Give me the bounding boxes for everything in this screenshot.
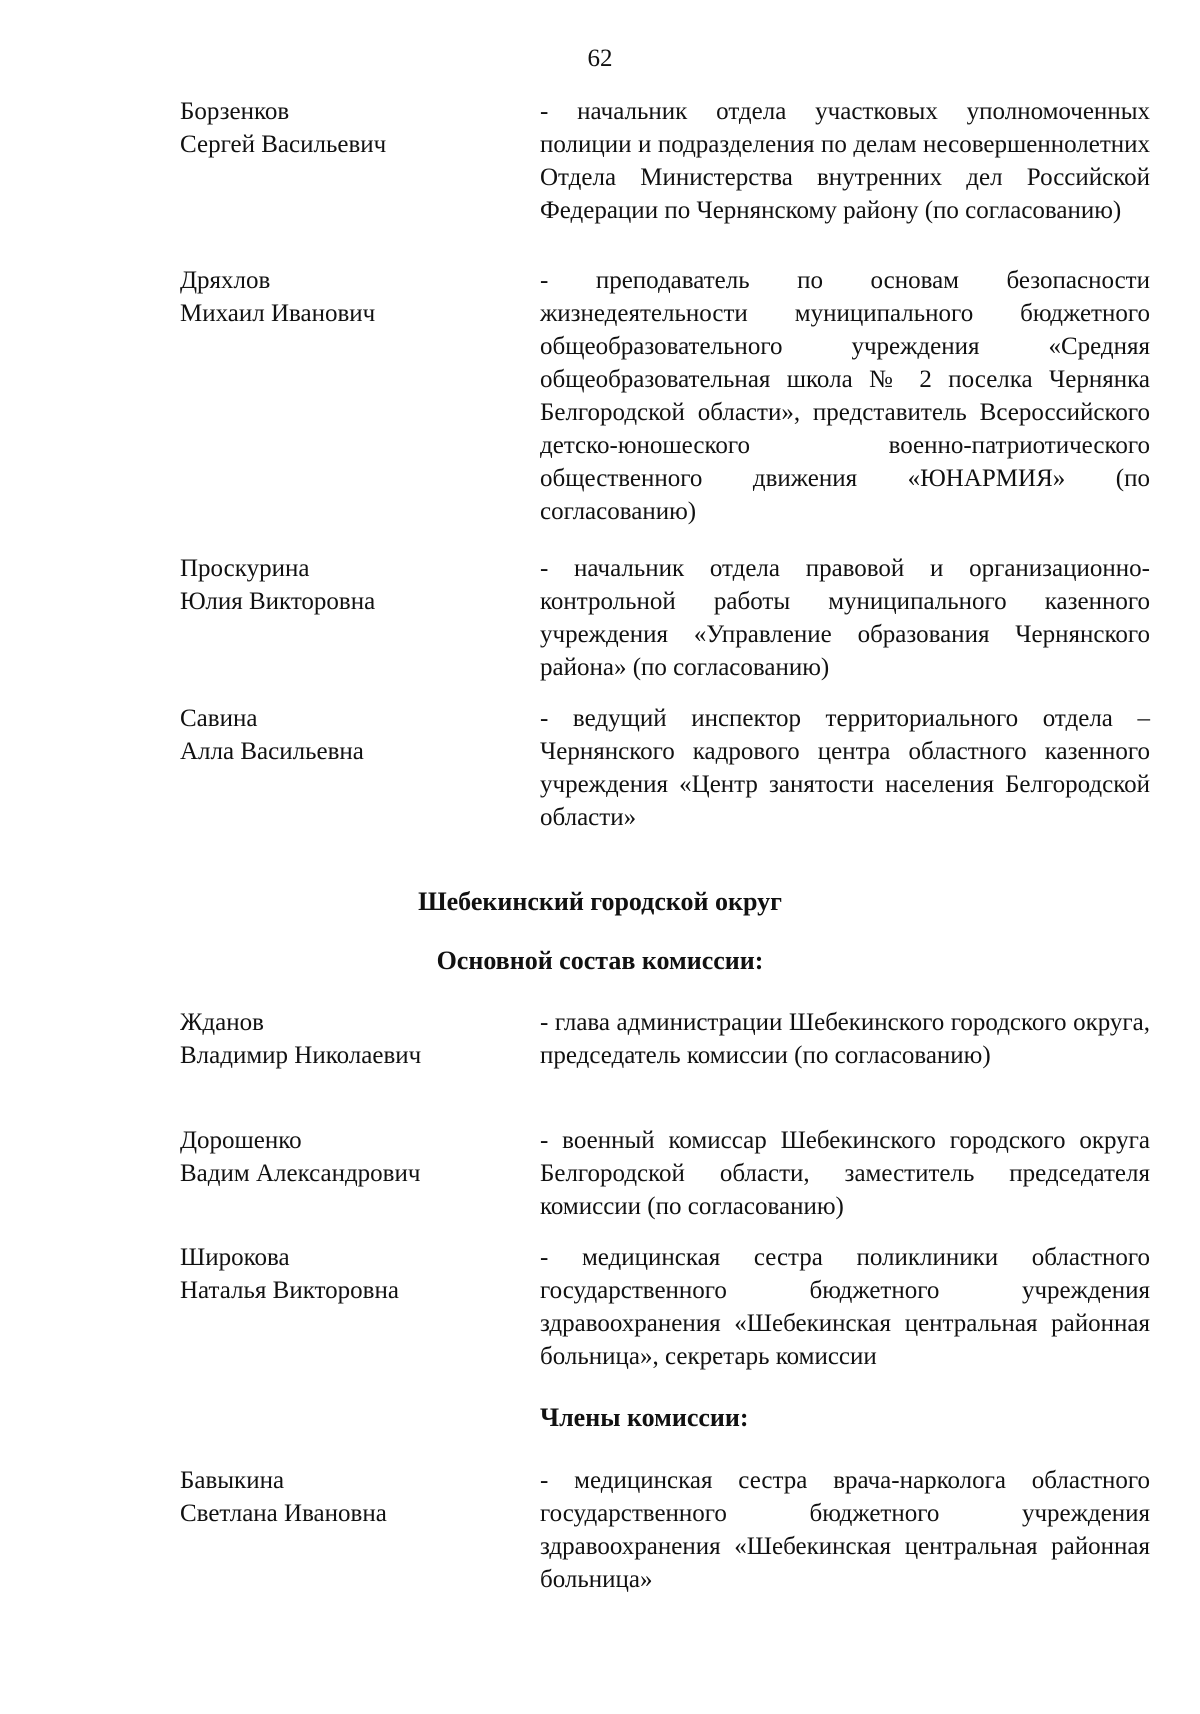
person-name [180,95,520,161]
person-role: - медицинская сестра врача-нарколога областного государственного бюджетного учреждения здравоохранения «Шебекинская центральная районная больница» [540,1467,1150,1593]
person-surname: Дорошенко [180,1127,302,1154]
person-surname: Дряхлов [180,267,271,294]
person-given-name: Владимир Николаевич [180,1042,422,1069]
person-given-name: Сергей Васильевич [180,131,387,158]
person-role: - начальник отдела правовой и организационно-контрольной работы муниципального казенного учреждения «Управление образования Чернянского района» (по согласованию) [540,555,1150,681]
person-surname: Бавыкина [180,1467,285,1494]
person-name [180,702,520,768]
district-heading: Шебекинский городской округ [418,887,782,916]
person-role: - медицинская сестра поликлиники областного государственного бюджетного учреждения здравоохранения «Шебекинская центральная районная больница», секретарь комиссии [540,1244,1150,1370]
person-given-name: Алла Васильевна [180,738,364,765]
person-surname: Широкова [180,1244,290,1271]
members-heading: Члены комиссии: [540,1403,749,1432]
person-surname: Борзенков [180,98,290,125]
person-role: - глава администрации Шебекинского городского округа, председатель комиссии (по согласованию) [540,1009,1150,1069]
person-surname: Жданов [180,1009,264,1036]
person-given-name: Вадим Александрович [180,1160,421,1187]
person-given-name: Михаил Иванович [180,300,376,327]
person-role: - военный комиссар Шебекинского городского округа Белгородской области, заместитель председателя комиссии (по согласованию) [540,1127,1150,1220]
person-name [180,1124,520,1190]
person-given-name: Юлия Викторовна [180,588,376,615]
person-name [180,1006,520,1072]
person-role: - преподаватель по основам безопасности жизнедеятельности муниципального бюджетного общеобразовательного учреждения «Средняя общеобразовательная школа № 2 поселка Чернянка Белгородской области», представитель Всероссийского детско-юношеского военно-патриотического общественного движения «ЮНАРМИЯ» (по согласованию) [540,267,1150,525]
person-given-name: Светлана Ивановна [180,1500,387,1527]
person-name [180,1464,520,1530]
person-role: - ведущий инспектор территориального отдела – Чернянского кадрового центра областного казенного учреждения «Центр занятости населения Белгородской области» [540,705,1150,831]
person-surname: Проскурина [180,555,310,582]
section-heading: Основной состав комиссии: [436,946,764,975]
page-number: 62 [587,45,613,72]
person-name [180,264,520,330]
person-surname: Савина [180,705,258,732]
person-name [180,1241,520,1307]
person-given-name: Наталья Викторовна [180,1277,399,1304]
person-role: - начальник отдела участковых уполномоченных полиции и подразделения по делам несовершеннолетних Отдела Министерства внутренних дел Российской Федерации по Чернянскому району (по согласованию) [540,98,1150,224]
person-name [180,552,520,618]
